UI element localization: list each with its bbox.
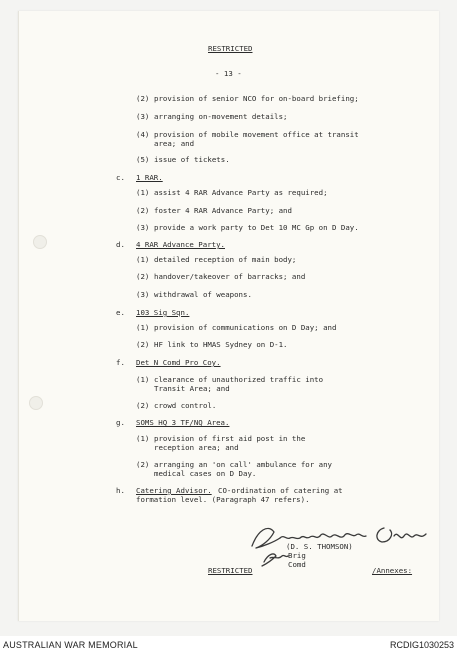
item-text: foster 4 RAR Advance Party; and bbox=[154, 206, 292, 215]
section-heading: 103 Sig Sqn. bbox=[136, 308, 190, 317]
item-text: detailed reception of main body; bbox=[154, 255, 297, 264]
section-text: formation level. (Paragraph 47 refers). bbox=[136, 495, 310, 504]
item-number: (2) bbox=[136, 340, 150, 349]
section-letter: c. bbox=[116, 173, 125, 182]
item-number: (2) bbox=[136, 460, 150, 469]
section-letter: g. bbox=[116, 418, 125, 427]
item-text: clearance of unauthorized traffic into bbox=[154, 375, 324, 384]
item-number: (2) bbox=[136, 272, 150, 281]
punch-hole bbox=[33, 235, 47, 249]
archive-footer bbox=[0, 636, 457, 654]
page-number: - 13 - bbox=[215, 69, 242, 78]
archive-reference: RCDIG1030253 bbox=[389, 640, 454, 650]
annexes-label: /Annexes: bbox=[372, 566, 413, 575]
section-letter: e. bbox=[116, 308, 125, 317]
item-number: (1) bbox=[136, 188, 150, 197]
item-text: arranging on-movement details; bbox=[154, 112, 288, 121]
item-number: (5) bbox=[136, 155, 150, 164]
item-number: (3) bbox=[136, 112, 150, 121]
item-text: issue of tickets. bbox=[154, 155, 230, 164]
item-number: (4) bbox=[136, 130, 150, 139]
section-heading: Catering Advisor. bbox=[136, 486, 212, 495]
item-number: (1) bbox=[136, 434, 150, 443]
section-text: CO-ordination of catering at bbox=[218, 486, 343, 495]
signatory-name: (D. S. THOMSON) bbox=[286, 542, 353, 551]
section-heading: Det N Comd Pro Coy. bbox=[136, 358, 221, 367]
item-text: crowd control. bbox=[154, 401, 217, 410]
section-letter: d. bbox=[116, 240, 125, 249]
section-heading: 1 RAR. bbox=[136, 173, 163, 182]
item-text: withdrawal of weapons. bbox=[154, 290, 252, 299]
item-text: assist 4 RAR Advance Party as required; bbox=[154, 188, 328, 197]
item-text: HF link to HMAS Sydney on D-1. bbox=[154, 340, 288, 349]
item-number: (3) bbox=[136, 223, 150, 232]
section-heading: SOMS HQ 3 TF/NQ Area. bbox=[136, 418, 230, 427]
item-text: provision of communications on D Day; and bbox=[154, 323, 337, 332]
section-letter: f. bbox=[116, 358, 125, 367]
item-text: arranging an 'on call' ambulance for any bbox=[154, 460, 332, 469]
signatory-rank: Brig bbox=[288, 551, 306, 560]
item-number: (1) bbox=[136, 323, 150, 332]
item-number: (2) bbox=[136, 94, 150, 103]
item-number: (1) bbox=[136, 375, 150, 384]
item-number: (2) bbox=[136, 206, 150, 215]
footer-classification: RESTRICTED bbox=[208, 566, 253, 575]
item-number: (2) bbox=[136, 401, 150, 410]
section-heading: 4 RAR Advance Party. bbox=[136, 240, 225, 249]
item-text: provision of mobile movement office at transit bbox=[154, 130, 359, 139]
item-text: provision of first aid post in the bbox=[154, 434, 306, 443]
punch-hole bbox=[29, 396, 43, 410]
item-number: (1) bbox=[136, 255, 150, 264]
signatory-appointment: Comd bbox=[288, 560, 306, 569]
item-text: reception area; and bbox=[154, 443, 239, 452]
archive-name: AUSTRALIAN WAR MEMORIAL bbox=[3, 640, 138, 650]
item-text: provision of senior NCO for on-board briefing; bbox=[154, 94, 359, 103]
item-text: medical cases on D Day. bbox=[154, 469, 257, 478]
item-text: provide a work party to Det 10 MC Gp on D Day. bbox=[154, 223, 359, 232]
item-text: Transit Area; and bbox=[154, 384, 230, 393]
item-text: area; and bbox=[154, 139, 195, 148]
header-classification: RESTRICTED bbox=[208, 44, 253, 53]
section-letter: h. bbox=[116, 486, 125, 495]
item-text: handover/takeover of barracks; and bbox=[154, 272, 306, 281]
item-number: (3) bbox=[136, 290, 150, 299]
